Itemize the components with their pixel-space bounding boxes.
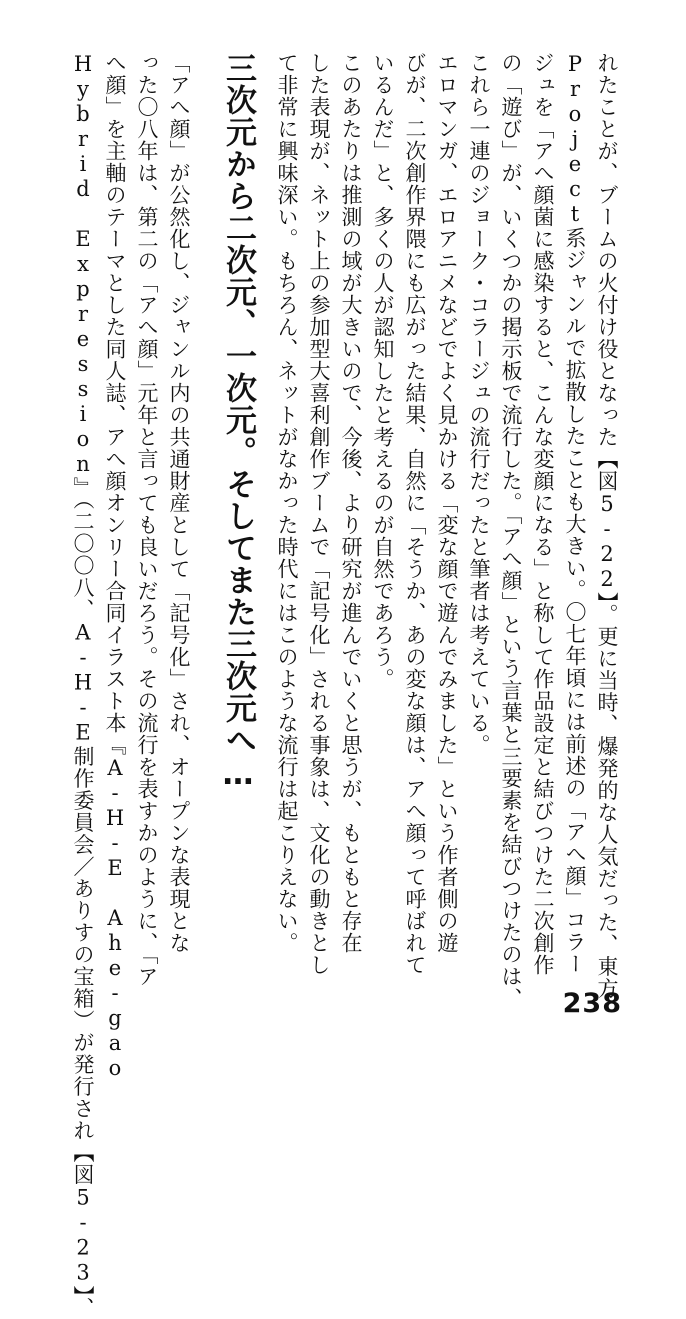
body-column: エロマンガ、エロアニメなどでよく見かける「変な顔で遊んでみました」という作者側の遊 <box>435 52 459 954</box>
body-column: これら一連のジョーク・コラージュの流行だったと筆者は考えている。 <box>467 52 491 756</box>
body-column: て非常に興味深い。もちろん、ネットがなかった時代にはこのような流行は起こりえない。 <box>275 52 299 954</box>
body-column: いるんだ」と、多くの人が認知したと考えるのが自然であろう。 <box>371 52 395 690</box>
section-heading: 三次元から二次元、一次元。そしてまた三次元へ… <box>220 52 256 793</box>
body-column: へ顔」を主軸のテーマとした同人誌、アへ顔オンリー合同イラスト本『A-H-E Ahe-gao <box>103 52 127 1081</box>
body-column: このあたりは推測の域が大きいので、今後、より研究が進んでいくと思うが、もともと存在 <box>339 52 363 954</box>
body-column: った〇八年は、第二の「アへ顔」元年と言っても良いだろう。その流行を表すかのように、「ア <box>135 52 159 988</box>
body-column: した表現が、ネット上の参加型大喜利創作ブームで「記号化」される事象は、文化の動きとし <box>307 52 331 976</box>
body-column: れたことが、ブームの火付け役となった【図5-22】。更に当時、爆発的な人気だった、東方 <box>595 52 619 1000</box>
body-column: ジュを「アへ顔菌に感染すると、こんな変顔になる」と称して作品設定と結びつけた二次創作 <box>531 52 555 976</box>
page-number: 238 <box>562 988 622 1019</box>
body-column: Project系ジャンルで拡散したことも大きい。〇七年頃には前述の「アへ顔」コラー <box>563 52 587 975</box>
body-column: の「遊び」が、いくつかの掲示板で流行した。「アへ顔」という言葉と三要素を結びつけたのは、 <box>499 52 523 1010</box>
body-column: Hybrid Expression』（二〇〇八、A-H-E制作委員会／ありすの宝箱）が発行され【図5-23】、 <box>71 52 95 1319</box>
body-column: びが、二次創作界隈にも広がった結果、自然に「そうか、あの変な顔は、アへ顔って呼ばれて <box>403 52 427 976</box>
body-column: 「アへ顔」が公然化し、ジャンル内の共通財産として「記号化」され、オープンな表現とな <box>167 52 191 954</box>
